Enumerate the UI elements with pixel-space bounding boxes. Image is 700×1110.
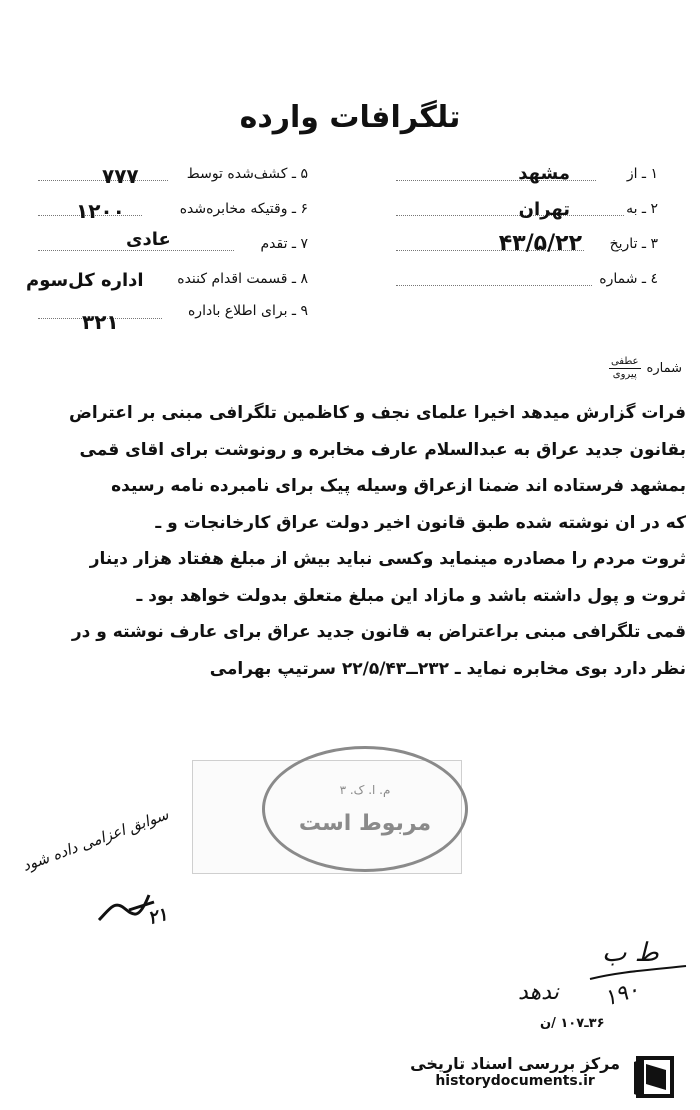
field-priority-line	[38, 250, 234, 251]
reference-fraction	[609, 356, 641, 381]
body-line: بمشهد فرستاده اند ضمنا ازعراق وسیله پیک برای نامبرده نامه رسیده	[111, 476, 686, 496]
field-from-label: ۱ ـ از	[626, 166, 658, 182]
field-number-line	[396, 285, 592, 286]
body-line: نظر دارد بوی مخابره نماید ـ ۲۳۲ــ۲۲/۵/۴۳ سرتیپ بهرامی	[209, 658, 686, 679]
field-action-value: اداره کل‌سوم	[26, 270, 144, 291]
telegram-body	[18, 395, 686, 687]
field-decoded-value: ۷۷۷	[102, 164, 139, 188]
archive-url: historydocuments.ir	[435, 1073, 595, 1089]
field-from-value: مشهد	[518, 163, 570, 184]
reference-number	[609, 356, 682, 381]
handwritten-word: ندهد	[518, 980, 559, 1005]
handwritten-initials: ط ب	[602, 938, 659, 968]
field-sent-value: ۱۲۰۰	[76, 199, 125, 223]
archive-name: مرکز بررسی اسناد تاریخی	[410, 1054, 620, 1073]
handwritten-date: ۱۹۰	[601, 977, 643, 1012]
document-title: تلگرافات وارده	[239, 100, 461, 135]
field-info-value: ۳۲۱	[82, 310, 119, 334]
field-decoded-label: ۵ ـ کشف‌شده توسط	[186, 166, 308, 182]
field-priority-value: عادی	[126, 229, 171, 250]
archive-logo-text	[410, 1054, 620, 1089]
body-line: ثروت و پول داشته باشد و مازاد این مبلغ متعلق بدولت خواهد بود ـ	[136, 585, 686, 606]
stamp-line-2: مربوط است	[298, 810, 432, 836]
handwritten-number: ۲۱	[145, 903, 170, 930]
field-to-value: تهران	[518, 199, 570, 220]
footer-reference: ۳۶ـ۱۰۷ /ن	[540, 1016, 605, 1031]
body-line: که در ان نوشته شده طبق قانون اخیر دولت عراق کارخانجات و ـ	[155, 512, 686, 533]
body-line: بقانون جدید عراق به عبدالسلام عارف مخابره و رونوشت برای اقای قمی	[79, 439, 686, 460]
reference-number-label: شماره	[646, 361, 682, 376]
field-date-label: ۳ ـ تاریخ	[609, 236, 658, 252]
field-number-label: ٤ ـ شماره	[599, 271, 658, 287]
stamp-line-1: م. ا. ک. ۳	[339, 782, 391, 797]
field-date-value: ۴۳/۵/۲۲	[498, 231, 582, 256]
body-line: فرات گزارش میدهد اخیرا علمای نجف و کاظمین تلگرافی مبنی بر اعتراض	[69, 403, 686, 423]
archive-stamp	[262, 746, 468, 872]
field-to-label: ۲ ـ به	[626, 201, 658, 217]
handwritten-note: سوابق اعزامی داده شود	[20, 805, 171, 875]
reference-fraction-top: عطفی	[610, 356, 639, 367]
body-line: ثروت مردم را مصادره مینماید وکسی نباید بیش از مبلغ هفتاد هزار دینار	[89, 549, 686, 569]
field-info-label: ۹ ـ برای اطلاع باداره	[187, 303, 308, 319]
field-sent-label: ۶ ـ وقتیکه مخابره‌شده	[179, 201, 308, 217]
field-to-line	[396, 215, 624, 216]
underline-stroke-icon	[588, 964, 688, 984]
field-priority-label: ۷ ـ تقدم	[260, 236, 308, 252]
archive-logo-icon	[628, 1050, 682, 1104]
body-line: قمی تلگرافی مبنی براعتراض به قانون جدید عراق برای عارف نوشته و در	[71, 622, 686, 642]
reference-fraction-bottom: پیروی	[612, 369, 637, 380]
field-action-label: ۸ ـ قسمت اقدام کننده	[177, 271, 308, 287]
